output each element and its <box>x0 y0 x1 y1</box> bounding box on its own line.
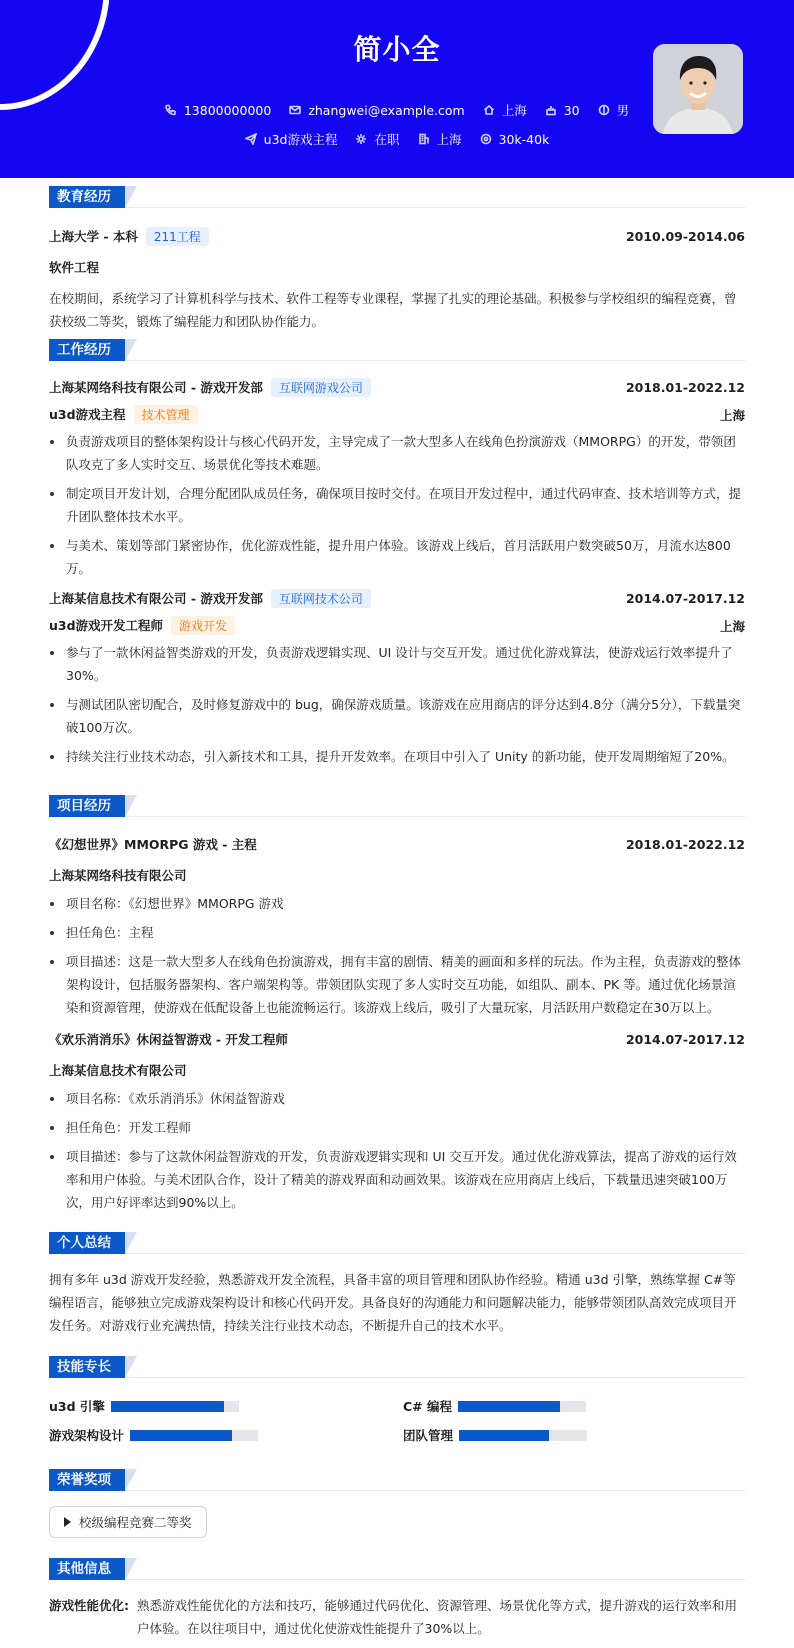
project-title-row <box>49 1030 745 1048</box>
skill-item <box>403 1397 586 1415</box>
target-city-info: 上海 <box>418 130 462 148</box>
job-period: 2014.07-2017.12 <box>625 591 745 606</box>
skill-bar-fill <box>459 1430 549 1441</box>
company-tag: 互联网游戏公司 <box>271 378 371 397</box>
skills-section <box>49 1356 745 1378</box>
job-company: 上海某信息技术有限公司 - 游戏开发部 <box>49 591 263 606</box>
job-location: 上海 <box>719 618 745 634</box>
avatar <box>653 44 743 134</box>
major: 软件工程 <box>49 260 100 275</box>
section-title: 工作经历 <box>49 339 125 361</box>
building-icon <box>418 133 430 145</box>
projects-section <box>49 795 745 1220</box>
role-tag: 游戏开发 <box>171 616 235 635</box>
job-target-info: u3d游戏主程 <box>245 130 338 148</box>
job-role-row <box>49 405 745 424</box>
project-name: 《欢乐消消乐》休闲益智游戏 - 开发工程师 <box>49 1032 288 1047</box>
list-item: 担任角色：开发工程师 <box>49 1116 745 1139</box>
job-company-row <box>49 378 745 397</box>
skill-bar <box>130 1430 258 1441</box>
coin-icon <box>480 133 492 145</box>
project-period: 2018.01-2022.12 <box>625 836 745 852</box>
age-info: 30 <box>545 101 580 119</box>
project-entry <box>49 1030 745 1214</box>
summary-section <box>49 1232 745 1337</box>
section-title: 技能专长 <box>49 1356 125 1378</box>
gear-icon <box>355 133 367 145</box>
email-info: zhangwei@example.com <box>289 101 464 119</box>
other-info-text: 熟悉游戏性能优化的方法和技巧，能够通过代码优化、资源管理、场景优化等方式，提升游戏的运行效率和用户体验。在以往项目中，通过优化使游戏性能提升了30%以上。 <box>137 1598 738 1636</box>
company-tag: 互联网技术公司 <box>271 589 371 608</box>
job-role-row <box>49 616 745 635</box>
gender-info: 男 <box>598 101 630 119</box>
education-section <box>49 186 745 333</box>
status-info: 在职 <box>355 130 399 148</box>
education-header <box>49 186 745 208</box>
list-item: 负责游戏项目的整体架构设计与核心代码开发，主导完成了一款大型多人在线角色扮演游戏（MMORPG）的开发，带领团队攻克了多人实时交互、场景优化等技术难题。 <box>49 430 745 476</box>
skill-bar-fill <box>130 1430 232 1441</box>
list-item: 项目描述：参与了这款休闲益智游戏的开发，负责游戏逻辑实现和 UI 交互开发。通过优化游戏算法，提高了游戏的运行效率和用户体验。与美术团队合作，设计了精美的游戏界面和动画效果。该游戏在应用商店上线后，下载量迅速突破100万次，用户好评率达到90%以上。 <box>49 1145 745 1214</box>
project-bullets <box>49 1087 745 1214</box>
awards-section <box>49 1469 745 1538</box>
skill-item <box>49 1397 239 1415</box>
other-info-row <box>49 1594 745 1640</box>
project-entry <box>49 835 745 1019</box>
award-label: 校级编程竞赛二等奖 <box>79 1515 192 1530</box>
list-item: 与美术、策划等部门紧密协作，优化游戏性能，提升用户体验。该游戏上线后，首月活跃用户数突破50万，月流水达800万。 <box>49 534 745 580</box>
other-header <box>49 1558 745 1580</box>
school-name: 上海大学 - 本科 <box>49 229 138 244</box>
skill-bar <box>111 1401 239 1412</box>
list-item: 制定项目开发计划，合理分配团队成员任务，确保项目按时交付。在项目开发过程中，通过代码审查、技术培训等方式，提升团队整体技术水平。 <box>49 482 745 528</box>
city-info: 上海 <box>483 101 527 119</box>
job-entry <box>49 589 745 768</box>
skill-name: 游戏架构设计 <box>49 1428 125 1443</box>
project-bullets <box>49 892 745 1019</box>
avatar-portrait-icon <box>653 44 743 134</box>
work-header <box>49 339 745 361</box>
job-role: u3d游戏开发工程师 <box>49 618 164 633</box>
skill-item <box>49 1426 258 1444</box>
play-icon <box>64 1517 71 1527</box>
award-chip[interactable] <box>49 1506 207 1538</box>
phone-info: 13800000000 <box>165 101 271 119</box>
major-row <box>49 258 745 276</box>
other-info-label: 游戏性能优化: <box>49 1598 129 1613</box>
school-tag: 211工程 <box>146 227 209 246</box>
list-item: 参与了一款休闲益智类游戏的开发，负责游戏逻辑实现、UI 设计与交互开发。通过优化游戏算法，使游戏运行效率提升了30%。 <box>49 641 745 687</box>
job-company-row <box>49 589 745 608</box>
gender-icon <box>598 104 610 116</box>
resume-header <box>0 0 794 178</box>
job-entry <box>49 378 745 580</box>
section-title: 其他信息 <box>49 1558 125 1580</box>
send-icon <box>245 133 257 145</box>
skill-name: C# 编程 <box>403 1399 452 1414</box>
list-item: 持续关注行业技术动态，引入新技术和工具，提升开发效率。在项目中引入了 Unity 的新功能，使开发周期缩短了20%。 <box>49 745 745 768</box>
skill-name: u3d 引擎 <box>49 1399 105 1414</box>
project-company: 上海某信息技术有限公司 <box>49 1063 187 1078</box>
education-row <box>49 227 745 246</box>
mail-icon <box>289 104 301 116</box>
phone-icon <box>165 104 177 116</box>
work-section <box>49 339 745 774</box>
education-period: 2010.09-2014.06 <box>625 229 745 244</box>
job-role: u3d游戏主程 <box>49 407 126 422</box>
awards-header <box>49 1469 745 1491</box>
project-company: 上海某网络科技有限公司 <box>49 868 187 883</box>
list-item: 与测试团队密切配合，及时修复游戏中的 bug，确保游戏质量。该游戏在应用商店的评分达到4.8分（满分5分），下载量突破100万次。 <box>49 693 745 739</box>
skill-bar <box>459 1430 587 1441</box>
summary-text: 拥有多年 u3d 游戏开发经验，熟悉游戏开发全流程，具备丰富的项目管理和团队协作经验。精通 u3d 引擎，熟练掌握 C#等编程语言，能够独立完成游戏架构设计和核心代码开发。具备良好的沟通能力和问题解决能力，能够带领团队高效完成项目开发任务。对游戏行业充满热情，持续关注行业技术动态，不断提升自己的技术水平。 <box>49 1272 737 1333</box>
home-icon <box>483 104 495 116</box>
section-title: 个人总结 <box>49 1232 125 1254</box>
project-period: 2014.07-2017.12 <box>625 1031 745 1047</box>
list-item: 项目名称：《欢乐消消乐》休闲益智游戏 <box>49 1087 745 1110</box>
section-title: 项目经历 <box>49 795 125 817</box>
list-item: 项目名称：《幻想世界》MMORPG 游戏 <box>49 892 745 915</box>
skill-bar <box>458 1401 586 1412</box>
skill-bar-fill <box>111 1401 224 1412</box>
salary-info: 30k-40k <box>480 130 550 148</box>
education-description: 在校期间，系统学习了计算机科学与技术、软件工程等专业课程，掌握了扎实的理论基础。积极参与学校组织的编程竞赛，曾获校级二等奖，锻炼了编程能力和团队协作能力。 <box>49 291 737 329</box>
project-company-row <box>49 1061 745 1079</box>
section-title: 荣誉奖项 <box>49 1469 125 1491</box>
job-period: 2018.01-2022.12 <box>625 380 745 395</box>
summary-header <box>49 1232 745 1254</box>
list-item: 担任角色：主程 <box>49 921 745 944</box>
cake-icon <box>545 104 557 116</box>
skills-header <box>49 1356 745 1378</box>
job-location: 上海 <box>719 407 745 423</box>
project-company-row <box>49 866 745 884</box>
candidate-name: 简小全 <box>353 33 441 66</box>
skill-item <box>403 1426 587 1444</box>
skill-name: 团队管理 <box>403 1428 454 1443</box>
job-bullets <box>49 641 745 768</box>
section-title: 教育经历 <box>49 186 125 208</box>
other-section <box>49 1558 745 1640</box>
skill-bar-fill <box>458 1401 560 1412</box>
job-bullets <box>49 430 745 580</box>
role-tag: 技术管理 <box>134 405 198 424</box>
job-company: 上海某网络科技有限公司 - 游戏开发部 <box>49 380 263 395</box>
list-item: 项目描述：这是一款大型多人在线角色扮演游戏，拥有丰富的剧情、精美的画面和多样的玩法。作为主程，负责游戏的整体架构设计，包括服务器架构、客户端架构等。带领团队实现了多人实时交互功能，如组队、副本、PK 等。通过优化场景渲染和资源管理，使游戏在低配设备上也能流畅运行。该游戏上线后，吸引了大量玩家，月活跃用户数稳定在30万以上。 <box>49 950 745 1019</box>
project-title-row <box>49 835 745 853</box>
projects-header <box>49 795 745 817</box>
project-name: 《幻想世界》MMORPG 游戏 - 主程 <box>49 837 257 852</box>
